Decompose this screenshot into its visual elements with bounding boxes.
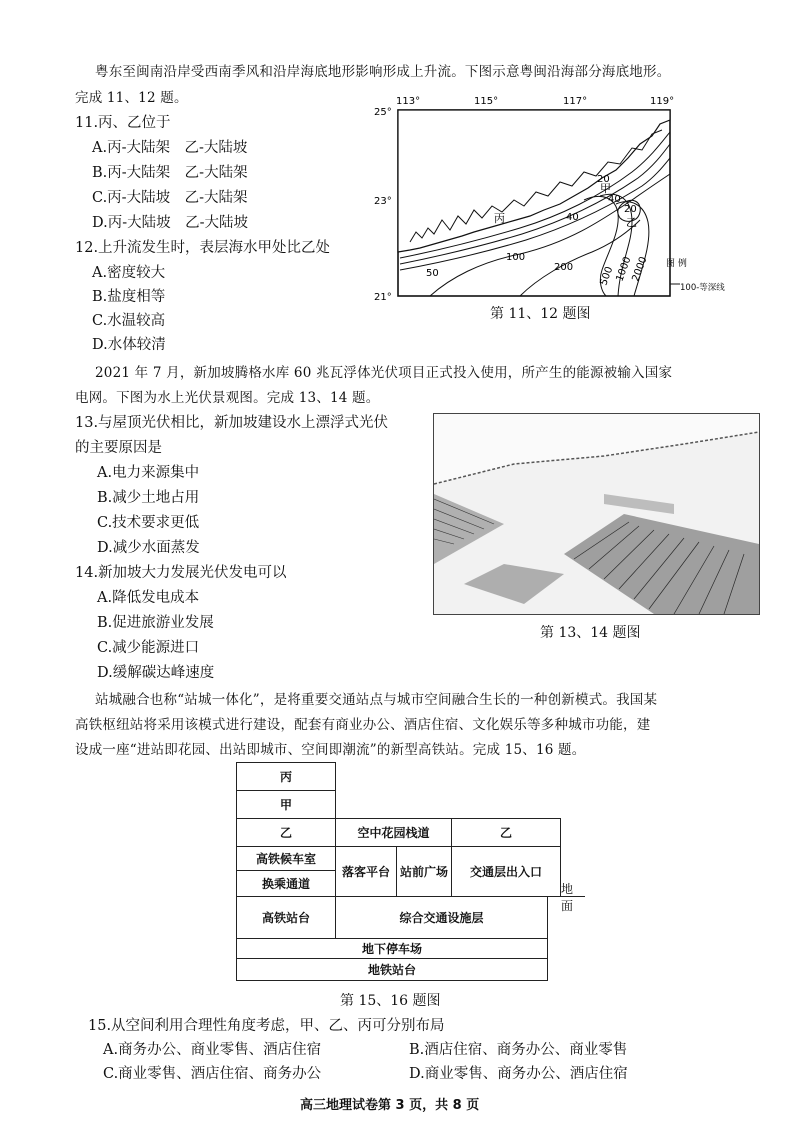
question-12-stem: 12.上升流发生时，表层海水甲处比乙处 xyxy=(75,240,331,256)
q13-option-a: A.电力来源集中 xyxy=(97,465,200,481)
intro3-line-1: 站城融合也称“站城一体化”，是将重要交通站点与城市空间融合生长的一种创新模式。我国某 xyxy=(95,692,658,708)
contour-label-50: 50 xyxy=(426,268,439,279)
question-13-stem-line2: 的主要原因是 xyxy=(75,440,162,456)
q11-option-c: C.丙-大陆坡 乙-大陆架 xyxy=(92,190,248,206)
cell-jia: 甲 xyxy=(236,790,336,819)
ground-label: 地面 xyxy=(561,882,574,913)
lon-label-113: 113° xyxy=(396,96,421,107)
lat-label-21: 21° xyxy=(374,292,392,303)
q14-option-a: A.降低发电成本 xyxy=(97,590,200,606)
q11-option-a: A.丙-大陆架 乙-大陆坡 xyxy=(92,140,248,156)
q15-option-a: A.商务办公、商业零售、酒店住宿 xyxy=(103,1042,322,1058)
legend-item: 100-等深线 xyxy=(680,283,725,293)
contour-label-1000: 1000 xyxy=(614,255,634,284)
map-caption: 第 11、12 题图 xyxy=(490,306,591,322)
contour-label-200: 200 xyxy=(554,262,574,273)
question-11-stem: 11.丙、乙位于 xyxy=(75,115,171,131)
contour-label-2000: 2000 xyxy=(630,255,650,284)
cell-yi-right: 乙 xyxy=(451,818,561,847)
diagram-caption: 第 15、16 题图 xyxy=(340,993,441,1009)
q13-option-d: D.减少水面蒸发 xyxy=(97,540,200,556)
q15-option-c: C.商业零售、酒店住宿、商务办公 xyxy=(103,1066,322,1082)
q13-option-c: C.技术要求更低 xyxy=(97,515,200,531)
legend-title: 图 例 xyxy=(666,259,687,269)
contour-label-500: 500 xyxy=(598,265,616,288)
contour-label-40a: 40 xyxy=(608,194,621,205)
floating-solar-photo xyxy=(433,413,760,615)
q12-option-d: D.水体较清 xyxy=(92,337,166,353)
cell-waiting-room: 高铁候车室 xyxy=(236,846,336,871)
intro3-line-2: 高铁枢纽站将采用该模式进行建设，配套有商业办公、酒店住宿、文化娱乐等多种城市功能，建 xyxy=(75,717,651,733)
cell-parking: 地下停车场 xyxy=(236,938,548,959)
q12-option-b: B.盐度相等 xyxy=(92,289,166,305)
cell-hsr-platform: 高铁站台 xyxy=(236,896,336,939)
q14-option-b: B.促进旅游业发展 xyxy=(97,615,214,631)
question-14-stem: 14.新加坡大力发展光伏发电可以 xyxy=(75,565,287,581)
lat-label-23: 23° xyxy=(374,196,392,207)
q13-option-b: B.减少土地占用 xyxy=(97,490,200,506)
contour-label-20b: 20 xyxy=(624,204,637,215)
cell-yi-left: 乙 xyxy=(236,818,336,847)
q14-option-d: D.缓解碳达峰速度 xyxy=(97,665,215,681)
contour-label-100: 100 xyxy=(506,252,526,263)
intro-line-1: 粤东至闽南沿岸受西南季风和沿岸海底地形影响形成上升流。下图示意粤闽沿海部分海底地形。 xyxy=(95,64,671,80)
place-label-yi: 乙 xyxy=(626,216,637,229)
intro2-line-2: 电网。下图为水上光伏景观图。完成 13、14 题。 xyxy=(75,390,380,406)
q11-option-d: D.丙-大陆坡 乙-大陆坡 xyxy=(92,215,249,231)
intro2-line-1: 2021 年 7 月，新加坡腾格水库 60 兆瓦浮体光伏项目正式投入使用，所产生的能源被输入国家 xyxy=(95,365,673,381)
contour-label-40b: 40 xyxy=(566,212,579,223)
cell-transport-facility: 综合交通设施层 xyxy=(335,896,548,939)
place-label-bing: 丙 xyxy=(494,212,505,225)
cell-bing: 丙 xyxy=(236,762,336,791)
cell-dropoff-platform: 落客平台 xyxy=(335,846,397,897)
cell-sky-garden: 空中花园栈道 xyxy=(335,818,452,847)
q14-option-c: C.减少能源进口 xyxy=(97,640,200,656)
cell-transfer: 换乘通道 xyxy=(236,870,336,897)
cell-station-plaza: 站前广场 xyxy=(396,846,452,897)
q15-option-b: B.酒店住宿、商务办公、商业零售 xyxy=(409,1042,628,1058)
cell-metro: 地铁站台 xyxy=(236,958,548,981)
place-label-jia: 甲 xyxy=(600,182,611,195)
question-15-stem: 15.从空间利用合理性角度考虑，甲、乙、丙可分别布局 xyxy=(88,1018,445,1034)
q11-option-b: B.丙-大陆架 乙-大陆架 xyxy=(92,165,248,181)
photo-caption: 第 13、14 题图 xyxy=(540,625,641,641)
lon-label-117: 117° xyxy=(563,96,588,107)
question-13-stem-line1: 13.与屋顶光伏相比，新加坡建设水上漂浮式光伏 xyxy=(75,415,389,431)
contour-label-20a: 20 xyxy=(597,174,610,185)
q12-option-a: A.密度较大 xyxy=(92,265,166,281)
cell-traffic-entrance: 交通层出入口 xyxy=(451,846,561,897)
intro3-line-3: 设成一座“进站即花园、出站即城市、空间即潮流”的新型高铁站。完成 15、16 题。 xyxy=(75,742,586,758)
lat-label-25: 25° xyxy=(374,107,392,118)
lon-label-119: 119° xyxy=(650,96,675,107)
q15-option-d: D.商业零售、商务办公、酒店住宿 xyxy=(409,1066,628,1082)
seafloor-map xyxy=(370,92,690,312)
page-footer: 高三地理试卷第 3 页，共 8 页 xyxy=(300,1098,480,1113)
q12-option-c: C.水温较高 xyxy=(92,313,166,329)
lon-label-115: 115° xyxy=(474,96,499,107)
intro-line-2: 完成 11、12 题。 xyxy=(75,90,188,106)
